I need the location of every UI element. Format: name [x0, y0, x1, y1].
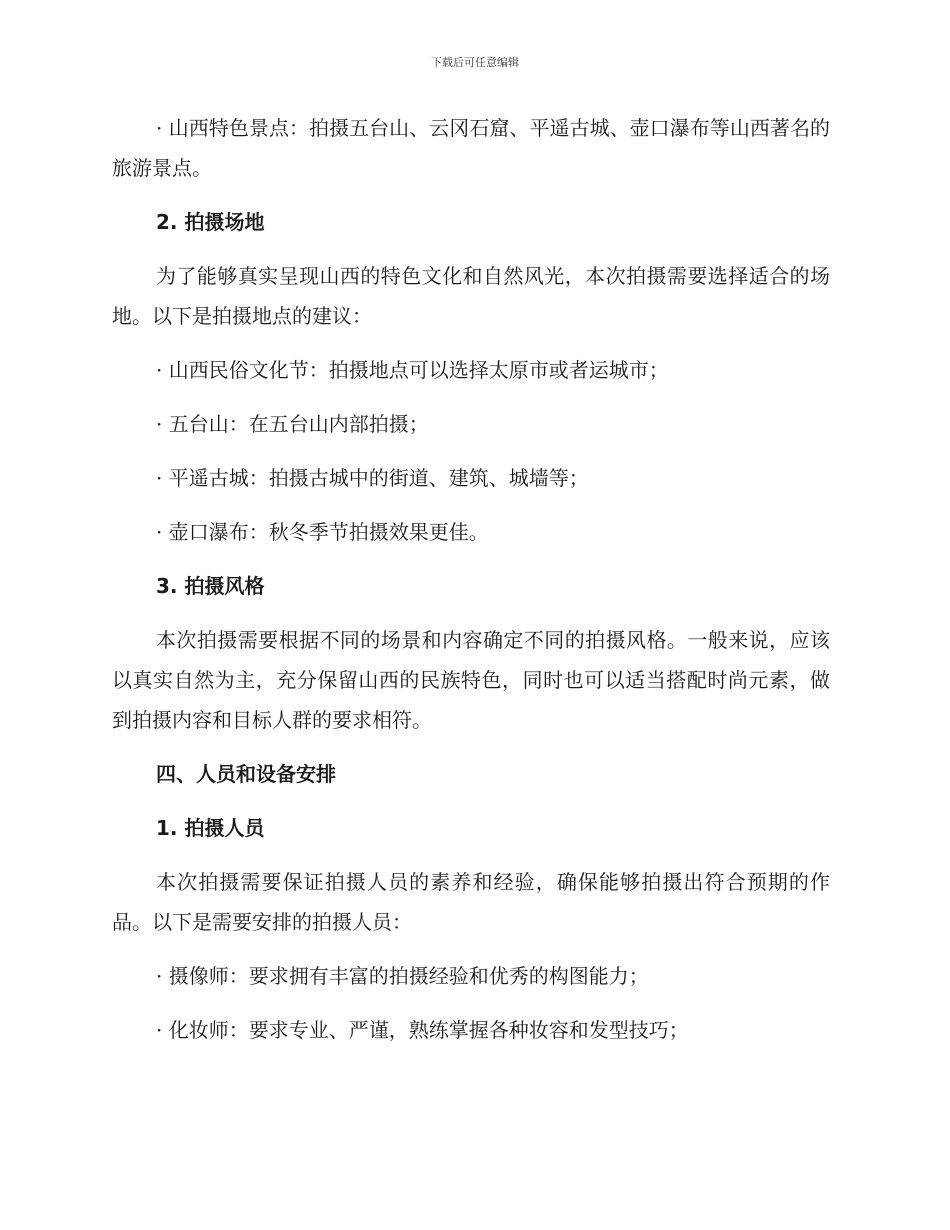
bullet-pingyao: · 平遥古城：拍摄古城中的街道、建筑、城墙等；: [156, 466, 589, 490]
bullet-folk-festival: · 山西民俗文化节：拍摄地点可以选择太原市或者运城市；: [156, 358, 669, 382]
bullet-shanxi-attractions: · 山西特色景点：拍摄五台山、云冈石窟、平遥古城、壶口瀑布等山西著名的旅游景点。: [112, 116, 830, 180]
bullet-hukou: · 壶口瀑布：秋冬季节拍摄效果更佳。: [156, 520, 489, 544]
heading-staff-equipment: 四、人员和设备安排: [156, 762, 336, 786]
heading-shooting-style: 3. 拍摄风格: [156, 574, 265, 598]
heading-shooting-locations: 2. 拍摄场地: [156, 210, 265, 234]
heading-shooting-staff: 1. 拍摄人员: [156, 816, 265, 840]
document-body: [112, 108, 830, 1050]
bullet-wutaishan: · 五台山：在五台山内部拍摄；: [156, 412, 429, 436]
paragraph-locations-intro: 为了能够真实呈现山西的特色文化和自然风光，本次拍摄需要选择适合的场地。以下是拍摄地点的建议：: [112, 264, 830, 328]
paragraph-style: 本次拍摄需要根据不同的场景和内容确定不同的拍摄风格。一般来说，应该以真实自然为主，充分保留山西的民族特色，同时也可以适当搭配时尚元素，做到拍摄内容和目标人群的要求相符。: [112, 628, 830, 732]
paragraph-staff-intro: 本次拍摄需要保证拍摄人员的素养和经验，确保能够拍摄出符合预期的作品。以下是需要安排的拍摄人员：: [112, 870, 830, 934]
bullet-cameraman: · 摄像师：要求拥有丰富的拍摄经验和优秀的构图能力；: [156, 964, 649, 988]
bullet-makeup-artist: · 化妆师：要求专业、严谨，熟练掌握各种妆容和发型技巧；: [156, 1018, 689, 1042]
page-header: 下载后可任意编辑: [431, 56, 519, 69]
